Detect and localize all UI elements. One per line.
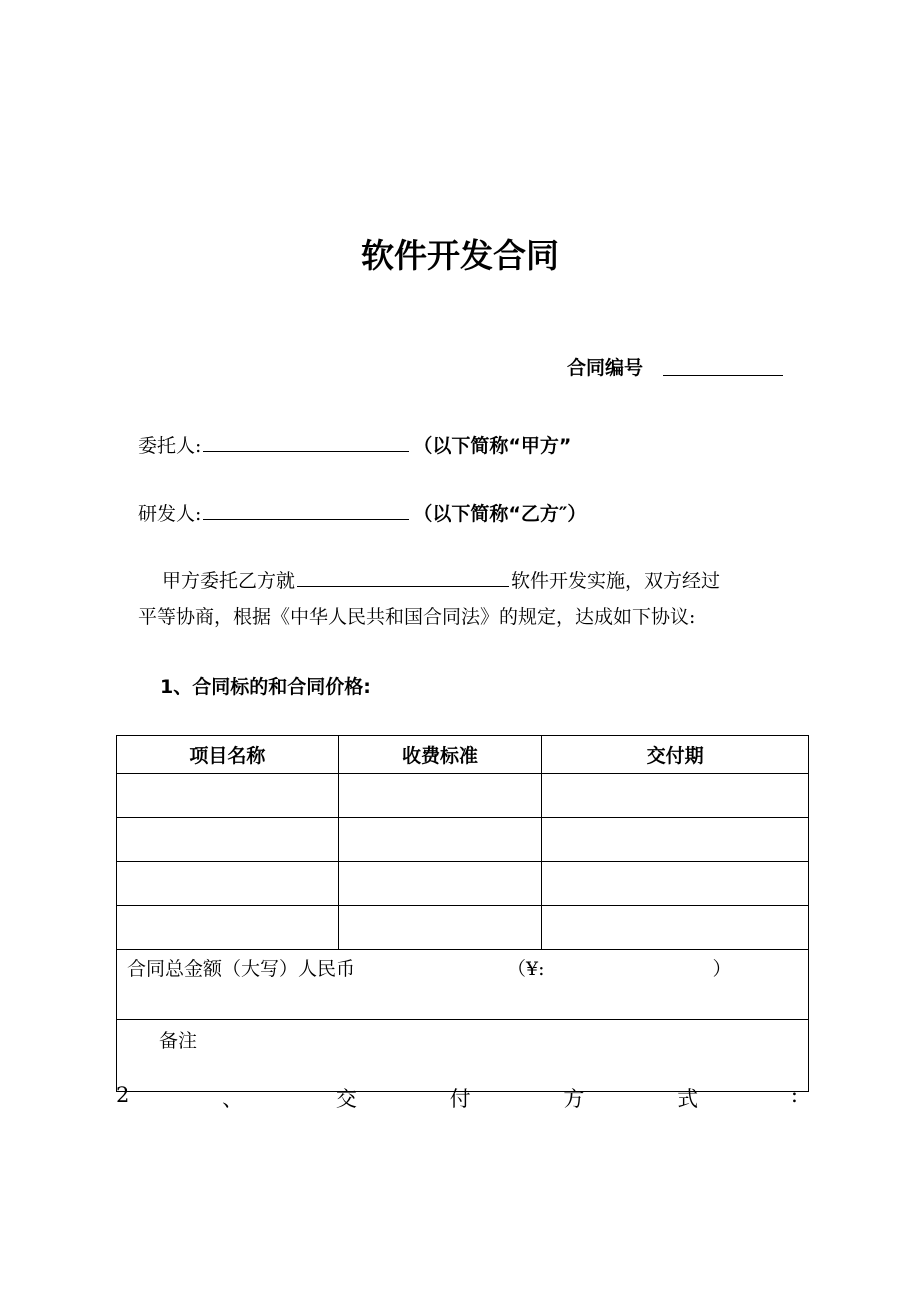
price-table xyxy=(116,735,809,1092)
table-cell xyxy=(542,862,809,906)
delegator-blank xyxy=(203,433,409,452)
total-yen-open: （¥: xyxy=(507,958,545,980)
page-title: 软件开发合同 xyxy=(361,236,559,275)
table-row xyxy=(117,906,809,950)
delegator-note: （以下简称“甲方” xyxy=(413,435,572,457)
table-cell xyxy=(117,862,339,906)
table-cell xyxy=(338,774,542,818)
contract-number-label: 合同编号 xyxy=(567,357,644,379)
remark-row xyxy=(117,1020,809,1092)
developer-blank xyxy=(203,501,409,520)
total-row xyxy=(117,950,809,1020)
table-cell xyxy=(338,906,542,950)
table-cell xyxy=(542,774,809,818)
table-row xyxy=(117,818,809,862)
header-fee-standard: 收费标准 xyxy=(338,736,542,774)
table-cell xyxy=(338,818,542,862)
table-cell xyxy=(542,906,809,950)
intro-line-1 xyxy=(162,566,720,593)
table-cell xyxy=(338,862,542,906)
contract-number-blank xyxy=(663,375,783,376)
table-cell xyxy=(117,774,339,818)
remark-label: 备注 xyxy=(159,1030,198,1052)
header-delivery-period: 交付期 xyxy=(542,736,809,774)
developer-note: （以下简称“乙方″） xyxy=(413,503,587,525)
delegator-label: 委托人: xyxy=(138,435,202,457)
table-header-row xyxy=(117,736,809,774)
section-2-char: 式 xyxy=(677,1087,699,1111)
section-2-char: 付 xyxy=(449,1087,471,1111)
table-row xyxy=(117,774,809,818)
developer-line xyxy=(138,499,586,526)
total-yen xyxy=(507,954,732,981)
total-cell xyxy=(117,950,809,1020)
section-2-char: 2 xyxy=(116,1083,130,1107)
section-2-char: 、 xyxy=(222,1087,244,1111)
developer-label: 研发人: xyxy=(138,503,202,525)
table-row xyxy=(117,862,809,906)
table-cell xyxy=(117,818,339,862)
software-name-blank xyxy=(297,568,509,587)
section-2-char: : xyxy=(790,1083,798,1107)
intro-line-2: 平等协商，根据《中华人民共和国合同法》的规定，达成如下协议: xyxy=(138,606,696,628)
remark-cell xyxy=(117,1020,809,1092)
total-label: 合同总金额（大写）人民币 xyxy=(127,958,356,980)
section-2-char: 交 xyxy=(335,1087,357,1111)
total-yen-close: ） xyxy=(712,958,732,980)
header-item-name: 项目名称 xyxy=(117,736,339,774)
intro-part-2: 软件开发实施，双方经过 xyxy=(511,570,721,592)
section-1-title: 1、合同标的和合同价格: xyxy=(160,676,371,698)
section-2-char: 方 xyxy=(563,1087,585,1111)
table-cell xyxy=(117,906,339,950)
delegator-line xyxy=(138,431,571,458)
intro-part-1: 甲方委托乙方就 xyxy=(162,570,296,592)
table-cell xyxy=(542,818,809,862)
section-2-title xyxy=(116,1083,798,1113)
